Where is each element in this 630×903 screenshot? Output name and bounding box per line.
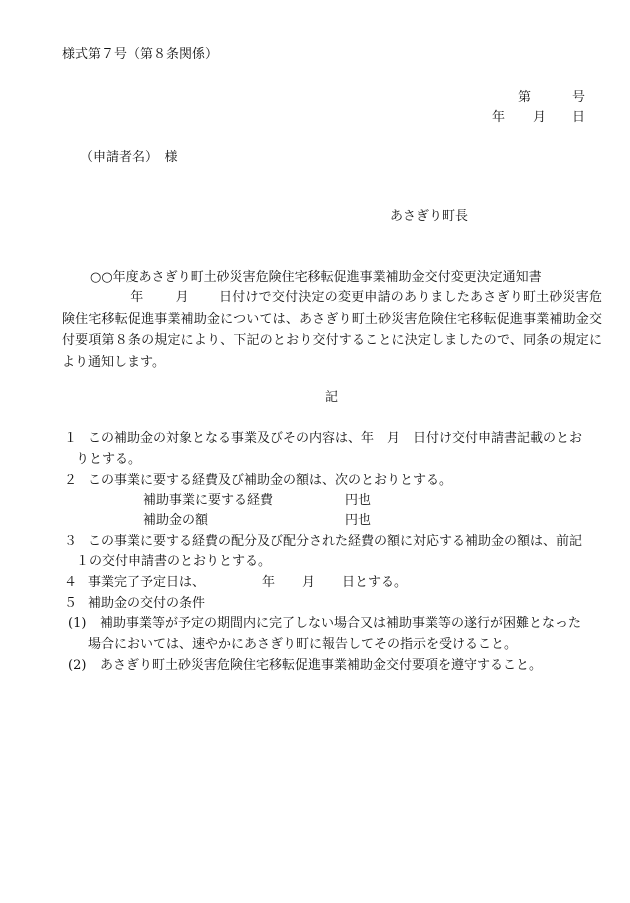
- item-4-tsuki: 月: [302, 575, 316, 590]
- condition-1-line2: 場合においては、速やかにあさぎり町に報告してその指示を受けること。: [88, 637, 518, 652]
- item-4-hi: 日とする。: [342, 575, 408, 590]
- item-3-line1: この事業に要する経費の配分及び配分された経費の額に対応する補助金の額は、前記: [88, 534, 583, 549]
- subsidy-label: 補助金の額: [143, 513, 209, 528]
- condition-1-line1: 補助事業等が予定の期間内に完了しない場合又は補助事業等の遂行が困難となった: [100, 616, 582, 631]
- condition-2-text: あさぎり町土砂災害危険住宅移転促進事業補助金交付要項を遵守すること。: [100, 658, 543, 673]
- item-3-number: ３: [64, 534, 78, 549]
- item-4-prefix: 事業完了予定日は、: [88, 575, 206, 590]
- body-year: 年: [130, 290, 144, 305]
- condition-1: [68, 613, 581, 634]
- document-title: ○○年度あさぎり町土砂災害危険住宅移転促進事業補助金交付変更決定通知書: [90, 270, 542, 285]
- body-rest: 日付けで交付決定の変更申請のありましたあさぎり町土砂災害危険住宅移転促進事業補助金については、あさぎり町土砂災害危険住宅移転促進事業補助金交付要項第８条の規定により、下記のとおり交付することに決定しましたので、同条の規定により通知します。: [62, 290, 602, 370]
- body-month: 月: [175, 290, 189, 305]
- number-go: 号: [572, 90, 586, 105]
- item-2-number: ２: [64, 473, 78, 488]
- item-1-line1: この補助金の対象となる事業及びその内容は、年 月 日付け交付申請書記載のとお: [88, 431, 583, 446]
- condition-2: [68, 655, 542, 676]
- item-1-number: １: [64, 431, 78, 446]
- date-nen: 年: [492, 110, 506, 125]
- form-label: 様式第７号（第８条関係）: [62, 47, 219, 62]
- condition-1-number: (1): [68, 616, 87, 631]
- item-5-text: 補助金の交付の条件: [88, 596, 206, 611]
- date-hi: 日: [572, 110, 586, 125]
- expense-label: 補助事業に要する経費: [143, 493, 274, 508]
- item-4-nen: 年: [262, 575, 276, 590]
- sender: あさぎり町長: [390, 209, 469, 224]
- item-5-number: ５: [64, 596, 78, 611]
- addressee: （申請者名） 様: [80, 150, 178, 165]
- item-2: [64, 470, 452, 491]
- subsidy-unit: 円也: [345, 513, 372, 528]
- item-4: [64, 572, 205, 593]
- body-paragraph: [62, 287, 602, 373]
- ki-heading: 記: [325, 390, 339, 405]
- item-1: [64, 428, 582, 449]
- number-dai: 第: [518, 90, 532, 105]
- condition-2-number: (2): [68, 658, 87, 673]
- item-3-line2: １の交付申請書のとおりとする。: [76, 554, 272, 569]
- item-4-number: ４: [64, 575, 78, 590]
- item-5: [64, 593, 205, 614]
- expense-unit: 円也: [345, 493, 372, 508]
- item-2-text: この事業に要する経費及び補助金の額は、次のとおりとする。: [88, 473, 453, 488]
- date-tsuki: 月: [533, 110, 547, 125]
- item-3: [64, 531, 582, 552]
- item-1-line2: りとする。: [76, 452, 142, 467]
